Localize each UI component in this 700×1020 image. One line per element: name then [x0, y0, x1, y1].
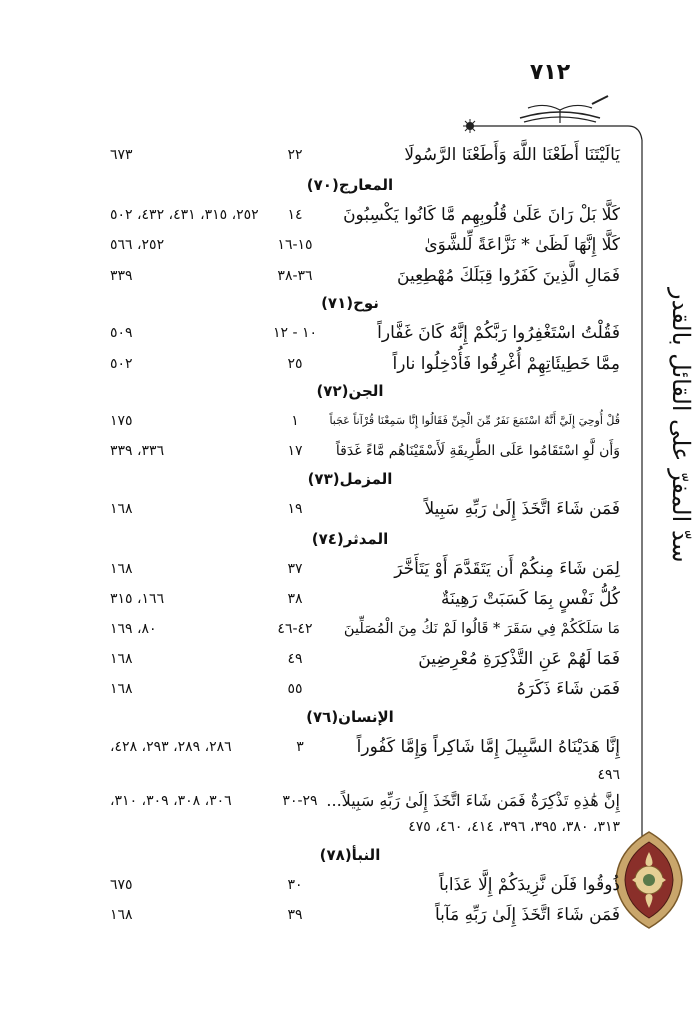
ayah-number: ١٧	[287, 443, 303, 459]
index-row	[110, 732, 620, 762]
verse-text: يَالَيْتَنَا أَطَعْنَا اللَّهَ وَأَطَعْنَا الرَّسُولَا	[404, 145, 620, 165]
index-row	[110, 674, 620, 704]
pages-continuation-text: ٣١٣، ٣٨٠، ٣٩٥، ٣٩٦، ٤١٤، ٤٦٠، ٤٧٥	[408, 819, 620, 835]
page-references: ١٦٨	[110, 681, 133, 697]
ayah-number: ١٩	[287, 501, 303, 517]
ayah-number: ١٥-١٦	[277, 237, 313, 253]
page-references: ٣٣٩	[110, 268, 133, 284]
ayah-number: ٣٦-٣٨	[277, 268, 313, 284]
index-row	[110, 349, 620, 379]
index-row	[110, 436, 620, 466]
page-references: ٢٥٢، ٣١٥، ٤٣١، ٤٣٢، ٥٠٢	[110, 207, 259, 223]
ayah-number: ٢٥	[287, 356, 303, 372]
index-row	[110, 318, 620, 348]
ayah-number: ١	[291, 413, 299, 429]
page-references: ٣٠٦، ٣٠٨، ٣٠٩، ٣١٠،	[110, 793, 232, 809]
verse-text: كَلَّا إِنَّهَا لَظَىٰ * نَزَّاعَةً لِّلشَّوَىٰ	[424, 235, 620, 255]
verse-text: فَمَا لَهُمْ عَنِ التَّذْكِرَةِ مُعْرِضِينَ	[418, 649, 620, 669]
page-references: ٥٠٢	[110, 356, 133, 372]
page-references: ٢٨٦، ٢٨٩، ٢٩٣، ٤٢٨،	[110, 739, 232, 755]
index-row	[110, 230, 620, 260]
ayah-number: ١٠ - ١٢	[272, 325, 318, 341]
ayah-number: ٣	[296, 739, 304, 755]
page-references: ١٦٨	[110, 561, 133, 577]
index-row	[110, 406, 620, 436]
ayah-number: ٣٩	[287, 907, 303, 923]
verse-text: كُلُّ نَفْسٍ بِمَا كَسَبَتْ رَهِينَةٌ	[441, 589, 620, 609]
verse-text: فَقُلْتُ اسْتَغْفِرُوا رَبَّكُمْ إِنَّهُ كَانَ غَفَّاراً	[377, 323, 620, 343]
index-row	[110, 900, 620, 930]
verse-text: لِمَن شَاءَ مِنكُمْ أَن يَتَقَدَّمَ أَوْ يَتَأَخَّرَ	[394, 559, 620, 579]
floral-medallion-icon	[610, 830, 688, 930]
surah-heading: المعارج(٧٠)	[306, 176, 394, 194]
ayah-number: ٤٩	[287, 651, 303, 667]
index-row	[110, 584, 620, 614]
index-row	[110, 554, 620, 584]
page-references: ٦٧٥	[110, 877, 133, 893]
ayah-number: ٤٢-٤٦	[277, 621, 313, 637]
verse-text: إِنَّا هَدَيْنَاهُ السَّبِيلَ إِمَّا شَاكِراً وَإِمَّا كَفُوراً	[356, 737, 620, 757]
index-row	[110, 261, 620, 291]
surah-heading: النبأ(٧٨)	[319, 846, 381, 864]
verse-text: كَلَّا بَلْ رَانَ عَلَىٰ قُلُوبِهِم مَّا كَانُوا يَكْسِبُونَ	[343, 205, 620, 225]
surah-heading: نوح(٧١)	[321, 294, 379, 312]
surah-heading: الإنسان(٧٦)	[306, 708, 394, 726]
verse-text: فَمَالِ الَّذِينَ كَفَرُوا قِبَلَكَ مُهْطِعِينَ	[397, 266, 620, 286]
pages-continuation-text: ٤٩٦	[597, 767, 620, 783]
page-references: ٥٠٩	[110, 325, 133, 341]
ayah-number: ٣٠	[287, 877, 303, 893]
page-references: ٣٣٦، ٣٣٩	[110, 443, 165, 459]
index-row	[110, 140, 620, 170]
ayah-number: ١٤	[287, 207, 303, 223]
index-row	[110, 870, 620, 900]
index-row	[110, 200, 620, 230]
verse-text: مَا سَلَكَكُمْ فِي سَقَرَ * قَالُوا لَمْ نَكُ مِنَ الْمُصَلِّينَ	[343, 621, 620, 637]
ayah-number: ٢٢	[287, 147, 303, 163]
ayah-number: ٣٧	[287, 561, 303, 577]
page-references: ٦٧٣	[110, 147, 133, 163]
book-title-vertical: سدّ المفرّ على القائل بالقدر	[667, 287, 695, 563]
verse-text: قُلْ أُوحِيَ إِلَيَّ أَنَّهُ اسْتَمَعَ نَفَرٌ مِّنَ الْجِنِّ فَقَالُوا إِنَّا سَمِعْنَا قُرْآناً عَجَباً	[329, 414, 620, 427]
star-ornament-icon	[463, 119, 477, 133]
index-row	[110, 614, 620, 644]
page-references: ٢٥٢، ٥٦٦	[110, 237, 165, 253]
index-row	[110, 494, 620, 524]
verse-text: ذُوقُوا فَلَن نَّزِيدَكُمْ إِلَّا عَذَاباً	[438, 875, 620, 895]
page-references: ٨٠، ١٦٩	[110, 621, 157, 637]
verse-text: مِمَّا خَطِيئَاتِهِمْ أُغْرِقُوا فَأُدْخِلُوا ناراً	[392, 354, 620, 374]
pages-continuation	[110, 814, 620, 844]
index-row	[110, 644, 620, 674]
verse-text: وَأَن لَّوِ اسْتَقَامُوا عَلَى الطَّرِيقَةِ لَأَسْقَيْنَاهُم مَّاءً غَدَقاً	[335, 443, 620, 459]
ayah-number: ٢٩-٣٠	[282, 793, 318, 809]
verse-text: فَمَن شَاءَ اتَّخَذَ إِلَىٰ رَبِّهِ سَبِيلاً	[424, 499, 620, 519]
page-references: ١٧٥	[110, 413, 133, 429]
ayah-number: ٥٥	[287, 681, 303, 697]
page-references: ١٦٦، ٣١٥	[110, 591, 165, 607]
page-references: ١٦٨	[110, 907, 133, 923]
page-references: ١٦٨	[110, 651, 133, 667]
surah-heading: المدثر(٧٤)	[311, 530, 389, 548]
page-references: ١٦٨	[110, 501, 133, 517]
surah-heading: الجن(٧٢)	[316, 382, 384, 400]
ayah-number: ٣٨	[287, 591, 303, 607]
index-row	[110, 786, 620, 816]
page-number: ٧١٢	[529, 60, 571, 85]
verse-text: إِنَّ هَٰذِهِ تَذْكِرَةٌ فَمَن شَاءَ اتَّخَذَ إِلَىٰ رَبِّهِ سَبِيلاً...	[326, 791, 620, 810]
surah-heading: المزمل(٧٣)	[307, 470, 393, 488]
verse-text: فَمَن شَاءَ ذَكَرَهُ	[516, 679, 620, 699]
verse-text: فَمَن شَاءَ اتَّخَذَ إِلَىٰ رَبِّهِ مَآباً	[434, 905, 620, 925]
